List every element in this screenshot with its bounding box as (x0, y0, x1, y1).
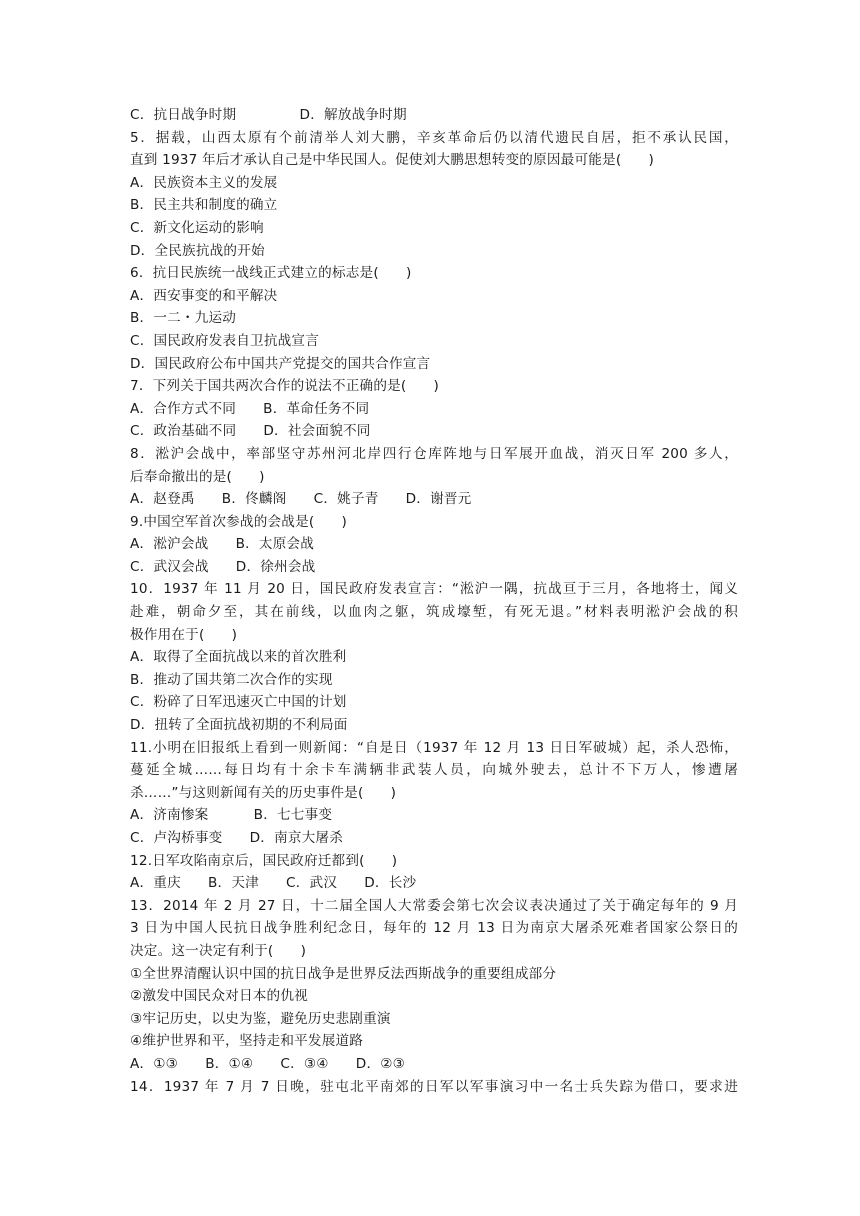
text-line: A．淞沪会战 B．太原会战 (130, 536, 315, 553)
text-line: C．政治基础不同 D．社会面貌不同 (130, 423, 371, 440)
text-line: A．赵登禹 B．佟麟阁 C．姚子青 D．谢晋元 (130, 491, 472, 508)
text-line: 杀……”与这则新闻有关的历史事件是( ) (130, 784, 397, 801)
text-line: 8．淞沪会战中，率部坚守苏州河北岸四行仓库阵地与日军展开血战，消灭日军 200 多人， (130, 445, 738, 462)
text-line: 12.日军攻陷南京后，国民政府迁都到( ) (130, 852, 398, 869)
text-line: A．济南惨案 B．七七事变 (130, 807, 333, 824)
text-line: ④维护世界和平，坚持走和平发展道路 (130, 1033, 364, 1050)
text-line: C．国民政府发表自卫抗战宣言 (130, 332, 320, 349)
text-line: 9.中国空军首次参战的会战是( ) (130, 513, 348, 530)
text-line: ②激发中国民众对日本的仇视 (130, 988, 308, 1005)
text-line: A．重庆 B．天津 C．武汉 D．长沙 (130, 875, 417, 892)
text-line: 决定。这一决定有利于( ) (130, 942, 307, 959)
text-line: C．卢沟桥事变 D．南京大屠杀 (130, 830, 344, 846)
text-line: 极作用在于( ) (130, 626, 238, 643)
text-line: D．扭转了全面抗战初期的不利局面 (130, 717, 348, 734)
text-line: D．国民政府公布中国共产党提交的国共合作宣言 (130, 355, 431, 372)
text-line: A．取得了全面抗战以来的首次胜利 (130, 649, 347, 666)
text-line: 直到 1937 年后才承认自己是中华民国人。促使刘大鹏思想转变的原因最可能是( ) (130, 152, 654, 169)
text-line: C．粉碎了日军迅速灭亡中国的计划 (130, 694, 347, 711)
question-text-block (130, 104, 738, 1098)
text-line: 赴难，朝命夕至，其在前线，以血肉之躯，筑成壕堑，有死无退。”材料表明淞沪会战的积 (130, 604, 738, 621)
text-line: 3 日为中国人民抗日战争胜利纪念日，每年的 12 月 13 日为南京大屠杀死难者国家公祭日的 (130, 920, 738, 937)
text-line: 10．1937 年 11 月 20 日，国民政府发表宣言：“淞沪一隅，抗战亘于三月，各地将士，闻义 (130, 581, 738, 598)
text-line: 蔓延全城……每日均有十余卡车满辆非武装人员，向城外驶去，总计不下万人，惨遭屠 (130, 762, 738, 779)
text-line: 14．1937 年 7 月 7 日晚，驻屯北平南郊的日军以军事演习中一名士兵失踪为借口，要求进 (130, 1078, 738, 1095)
text-line: A．合作方式不同 B．革命任务不同 (130, 400, 370, 417)
text-line: B．一二・九运动 (130, 310, 237, 327)
text-line: A．西安事变的和平解决 (130, 287, 278, 304)
text-line: 13．2014 年 2 月 27 日，十二届全国人大常委会第七次会议表决通过了关于确定每年的 9 月 (130, 897, 738, 914)
text-line: 7．下列关于国共两次合作的说法不正确的是( ) (130, 378, 440, 395)
text-line: A．①③ B．①④ C．③④ D．②③ (130, 1055, 406, 1072)
text-line: C．新文化运动的影响 (130, 219, 264, 236)
text-line: 后奉命撤出的是( ) (130, 468, 265, 485)
text-line: D．全民族抗战的开始 (130, 242, 265, 259)
text-line: 5．据载，山西太原有个前清举人刘大鹏，辛亥革命后仍以清代遗民自居，拒不承认民国， (130, 129, 738, 146)
text-line: C．武汉会战 D．徐州会战 (130, 558, 316, 575)
text-line: C．抗日战争时期 D．解放战争时期 (130, 107, 407, 123)
text-line: A．民族资本主义的发展 (130, 174, 278, 191)
text-line: 6．抗日民族统一战线正式建立的标志是( ) (130, 265, 412, 282)
text-line: 11.小明在旧报纸上看到一则新闻：“自是日（1937 年 12 月 13 日日军破城）起，杀人恐怖， (130, 739, 738, 756)
text-line: ①全世界清醒认识中国的抗日战争是世界反法西斯战争的重要组成部分 (130, 965, 557, 982)
text-line: B．民主共和制度的确立 (130, 197, 278, 214)
text-line: ③牢记历史，以史为鉴，避免历史悲剧重演 (130, 1010, 391, 1027)
text-line: B．推动了国共第二次合作的实现 (130, 671, 333, 688)
